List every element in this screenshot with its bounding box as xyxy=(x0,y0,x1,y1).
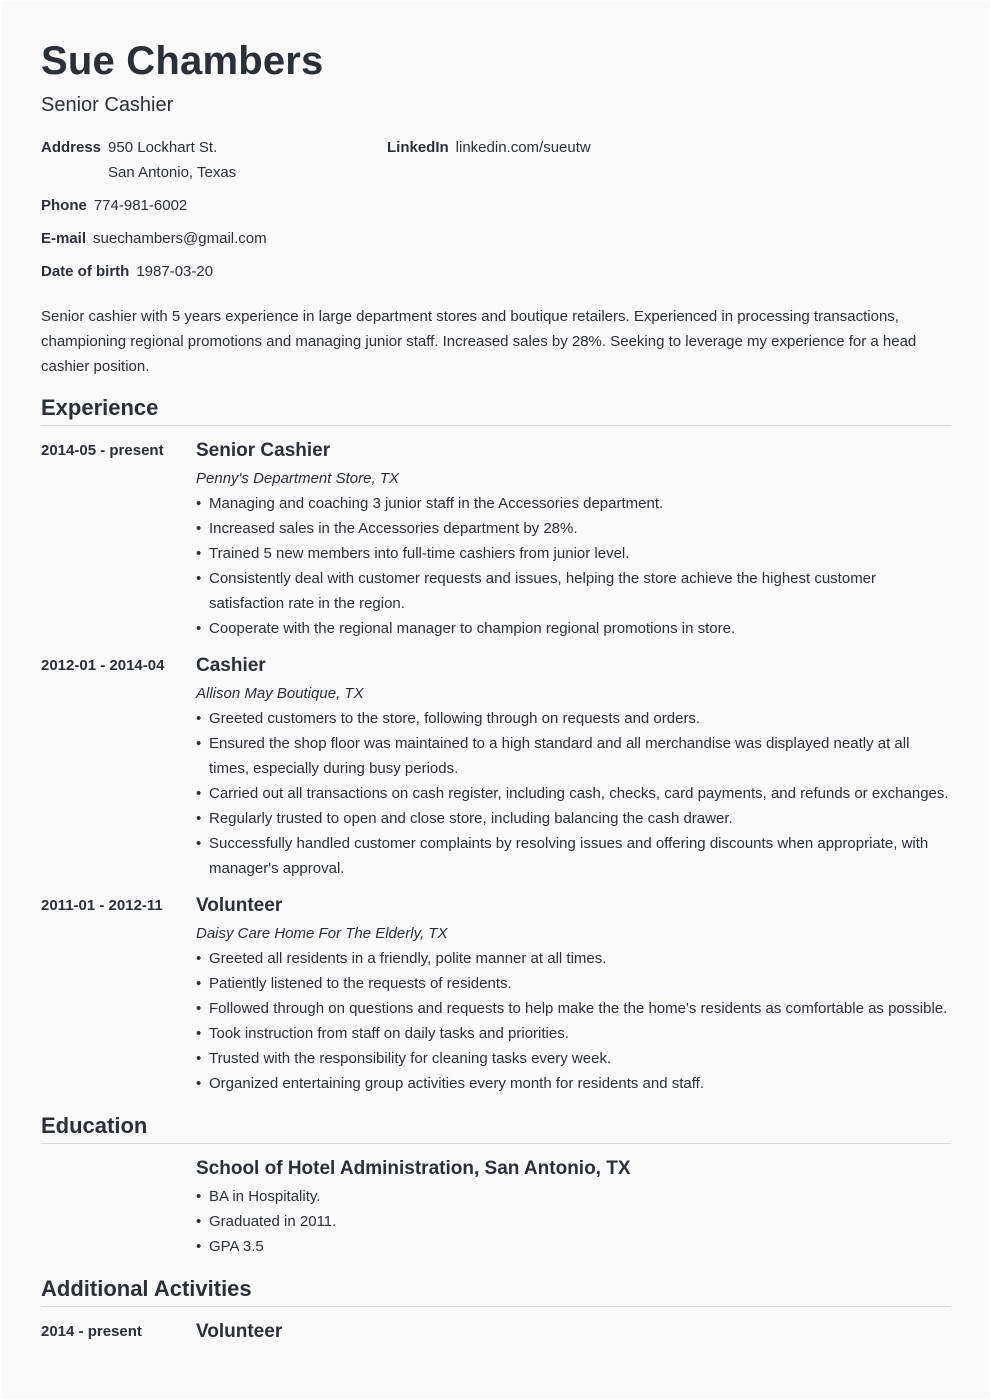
entry-title: Volunteer xyxy=(196,895,283,916)
entry-body xyxy=(196,1156,951,1259)
school-name: School of Hotel Administration, San Antonio, TX xyxy=(196,1158,631,1179)
bullet-item: • Took instruction from staff on daily tasks and priorities. xyxy=(196,1021,951,1046)
bullet-item: • Trained 5 new members into full-time cashiers from junior level. xyxy=(196,541,951,566)
bullet-item: • Managing and coaching 3 junior staff in the Accessories department. xyxy=(196,491,951,516)
bullet-item: • Patiently listened to the requests of residents. xyxy=(196,971,951,996)
contact-email xyxy=(41,226,267,251)
address-line-1: 950 Lockhart St. xyxy=(108,139,218,156)
email-label: E-mail xyxy=(41,230,87,247)
entry-title: Volunteer xyxy=(196,1321,283,1342)
entry-company: Daisy Care Home For The Elderly, TX xyxy=(196,925,448,942)
entry-title: Cashier xyxy=(196,655,266,676)
address-line-2: San Antonio, Texas xyxy=(108,164,237,181)
phone-label: Phone xyxy=(41,197,87,214)
resume-page xyxy=(1,1,989,1399)
bullet-item: • Greeted all residents in a friendly, polite manner at all times. xyxy=(196,946,951,971)
bullet-item: • Ensured the shop floor was maintained to a high standard and all merchandise was displayed neatly at all times, especially during busy periods. xyxy=(196,731,951,781)
candidate-title: Senior Cashier xyxy=(41,94,174,116)
bullet-item: • Trusted with the responsibility for cleaning tasks every week. xyxy=(196,1046,951,1071)
entry-bullets xyxy=(196,1184,951,1259)
dob-label: Date of birth xyxy=(41,263,130,280)
entry-title: Senior Cashier xyxy=(196,440,331,461)
contact-dob xyxy=(41,259,213,284)
bullet-item: • Followed through on questions and requests to help make the the home's residents as comfortable as possible. xyxy=(196,996,951,1021)
dob-value: 1987-03-20 xyxy=(136,263,214,280)
profile-summary: Senior cashier with 5 years experience in large department stores and boutique retailers. Experienced in processing transactions, championing regional promotions and managing junior staff. Increased sales by 28%. Seeking to leverage my experience for a head cashier position. xyxy=(41,308,917,375)
bullet-item: • GPA 3.5 xyxy=(196,1234,951,1259)
bullet-item: • Graduated in 2011. xyxy=(196,1209,951,1234)
entry-body xyxy=(196,438,951,641)
entry-dates: 2014-05 - present xyxy=(41,442,164,459)
phone-value: 774-981-6002 xyxy=(93,197,188,214)
activities-heading: Additional Activities xyxy=(41,1275,951,1307)
bullet-item: • BA in Hospitality. xyxy=(196,1184,951,1209)
experience-heading: Experience xyxy=(41,394,951,426)
bullet-item: • Carried out all transactions on cash register, including cash, checks, card payments, and refunds or exchanges. xyxy=(196,781,951,806)
bullet-item: • Increased sales in the Accessories department by 28%. xyxy=(196,516,951,541)
bullet-item: • Organized entertaining group activities every month for residents and staff. xyxy=(196,1071,951,1096)
entry-company: Penny's Department Store, TX xyxy=(196,470,399,487)
bullet-item: • Cooperate with the regional manager to champion regional promotions in store. xyxy=(196,616,951,641)
contact-address xyxy=(41,135,236,185)
entry-body xyxy=(196,653,951,881)
address-value xyxy=(108,135,236,185)
entry-bullets xyxy=(196,946,951,1096)
entry-dates: 2014 - present xyxy=(41,1323,142,1340)
bullet-item: • Regularly trusted to open and close store, including balancing the cash drawer. xyxy=(196,806,951,831)
entry-company: Allison May Boutique, TX xyxy=(196,685,364,702)
education-heading: Education xyxy=(41,1112,951,1144)
linkedin-label: LinkedIn xyxy=(387,139,449,156)
entry-dates: 2011-01 - 2012-11 xyxy=(41,897,163,914)
contact-phone xyxy=(41,193,187,218)
address-label: Address xyxy=(41,139,102,156)
entry-dates: 2012-01 - 2014-04 xyxy=(41,657,165,674)
entry-body xyxy=(196,893,951,1096)
entry-bullets xyxy=(196,491,951,641)
entry-body xyxy=(196,1319,951,1344)
bullet-item: • Greeted customers to the store, following through on requests and orders. xyxy=(196,706,951,731)
entry-bullets xyxy=(196,706,951,881)
bullet-item: • Consistently deal with customer requests and issues, helping the store achieve the highest customer satisfaction rate in the region. xyxy=(196,566,951,616)
contact-linkedin xyxy=(387,135,591,160)
linkedin-value[interactable]: linkedin.com/sueutw xyxy=(455,139,591,156)
candidate-name: Sue Chambers xyxy=(41,39,324,83)
email-value[interactable]: suechambers@gmail.com xyxy=(93,230,267,247)
bullet-item: • Successfully handled customer complaints by resolving issues and offering discounts when appropriate, with manager's approval. xyxy=(196,831,951,881)
